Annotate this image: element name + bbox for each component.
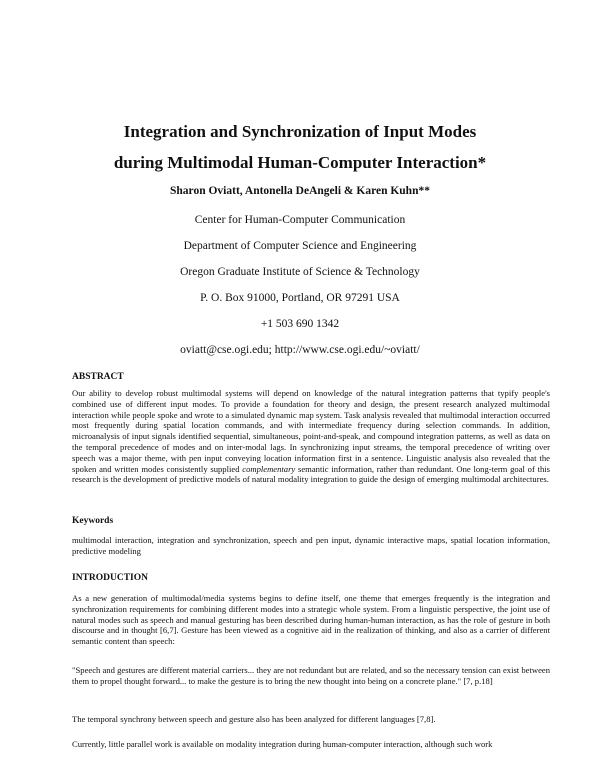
title-line-1: Integration and Synchronization of Input Modes xyxy=(123,122,477,141)
introduction-heading: INTRODUCTION xyxy=(72,573,149,583)
intro-paragraph-2: The temporal synchrony between speech and gesture also has been analyzed for different languages [7,8]. xyxy=(72,714,436,724)
keywords-text: multimodal interaction, integration and synchronization, speech and pen input, dynamic interactive maps, spatial location information, predictive modeling xyxy=(72,535,550,556)
intro-paragraph-1: As a new generation of multimodal/media systems begins to define itself, one theme that emerges frequently is the integration and synchronization requirements for combining different modes into a strategic whole system. From a linguistic perspective, the joint use of natural modes such as speech and manual gesturing has been described during human-human interaction, as has the role of gesture in both discourse and in thought [6,7]. Gesture has been viewed as a cognitive aid in the realization of thinking, and also as a carrier of different semantic content than speech: xyxy=(72,593,550,647)
affiliation-contact: oviatt@cse.ogi.edu; http://www.cse.ogi.edu/~oviatt/ xyxy=(180,344,420,356)
keywords-heading: Keywords xyxy=(72,516,114,526)
abstract-text xyxy=(72,388,550,485)
title-line-2: during Multimodal Human-Computer Interaction* xyxy=(113,153,487,172)
affiliation-institute: Oregon Graduate Institute of Science & Technology xyxy=(180,266,420,278)
affiliation-address: P. O. Box 91000, Portland, OR 97291 USA xyxy=(200,292,400,304)
abstract-emphasis: complementary xyxy=(242,463,296,474)
abstract-heading: ABSTRACT xyxy=(72,372,124,382)
intro-quote: "Speech and gestures are different material carriers... they are not redundant but are related, and so the necessary tension can exist between them to propel thought forward... to make the gesture is to bring the new thought into being on a concrete plane." [7, p.18] xyxy=(72,665,550,686)
abstract-text-end: semantic information, rather than redundant. One long-term goal of this research is the development of predictive models of natural modality integration to guide the design of emerging multimodal architectures. xyxy=(72,463,551,485)
affiliation-center: Center for Human-Computer Communication xyxy=(194,214,406,226)
intro-paragraph-3: Currently, little parallel work is available on modality integration during human-computer interaction, although such work xyxy=(72,739,493,749)
abstract-text-start: Our ability to develop robust multimodal systems will depend on knowledge of the natural integration patterns that typify people's combined use of different input modes. To provide a foundation for theory and design, the present research analyzed multimodal interaction while people spoke and wrote to a simulated dynamic map system. Task analysis revealed that multimodal interaction occurred most frequently during spatial location commands, and with intermediate frequency during selection commands. In addition, microanalysis of input signals identified sequential, simultaneous, point-and-speak, and compound integration patterns, as well as data on the temporal precedence of modes and on inter-modal lags. In synchronizing input streams, the temporal precedence of writing over speech was a major theme, with pen input conveying location information first in a sentence. Linguistic analysis also revealed that the spoken and written modes consistently supplied xyxy=(72,388,550,474)
affiliation-phone: +1 503 690 1342 xyxy=(260,318,340,330)
affiliation-department: Department of Computer Science and Engineering xyxy=(183,240,417,252)
authors: Sharon Oviatt, Antonella DeAngeli & Karen Kuhn** xyxy=(170,185,430,197)
